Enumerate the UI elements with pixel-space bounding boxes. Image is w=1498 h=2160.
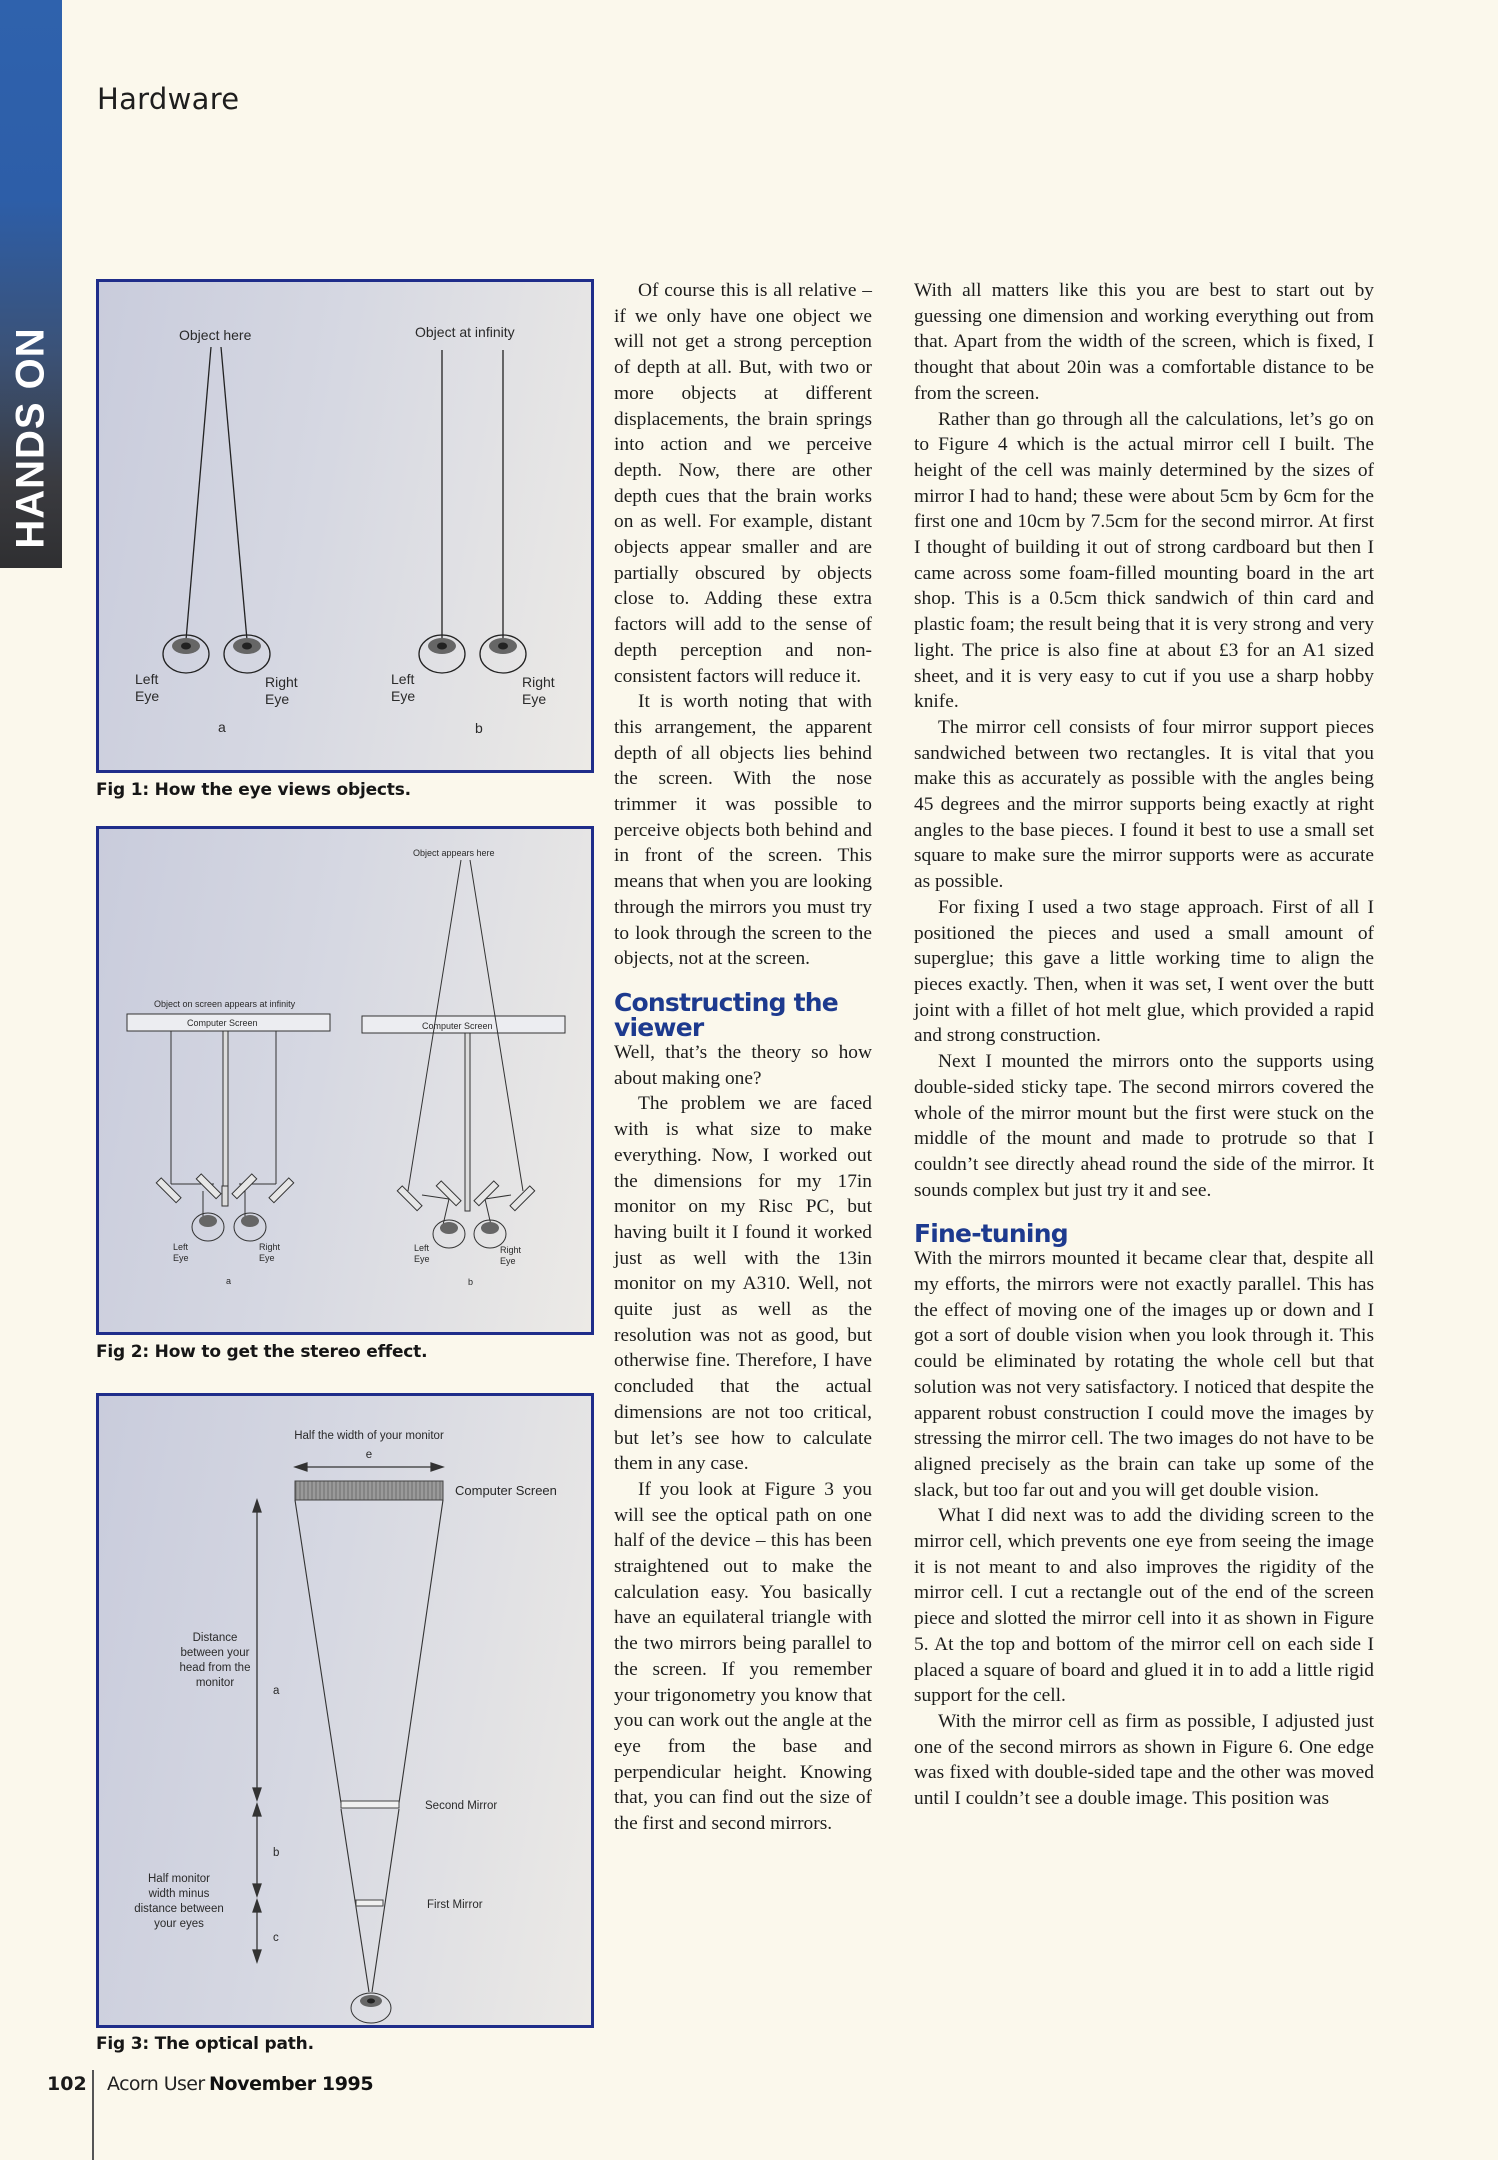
paragraph: The mirror cell consists of four mirror support pieces sandwiched between two rectangles. It is vital that you make this as accurately as possible with the angles being 45 degrees and the mirror supports being exactly at right angles to the base pieces. I found it best to use a small set square to make sure the mirror supports were as accurate as possible. xyxy=(914,716,1374,893)
fig1a-left-label: Left xyxy=(135,671,159,687)
fig1a-eye-label: Eye xyxy=(265,691,290,707)
page-footer xyxy=(0,2070,600,2160)
section-sidebar-tab xyxy=(0,0,62,568)
fig3-half-label: your eyes xyxy=(154,1918,204,1930)
fig3-a-label: a xyxy=(273,1685,280,1697)
fig1a-panel-label: a xyxy=(218,719,226,735)
fig2b-eye-label: Eye xyxy=(500,1256,516,1266)
magazine-name: Acorn User xyxy=(107,2073,205,2095)
fig2b-eye-label: Eye xyxy=(414,1254,430,1264)
eye-icon xyxy=(433,1220,506,1248)
fig3-distance-label: monitor xyxy=(195,1677,235,1689)
fig1b-eye-label: Eye xyxy=(522,691,547,707)
fig2b-panel-label: b xyxy=(468,1277,474,1287)
footer-divider xyxy=(92,2070,94,2160)
paragraph: Next I mounted the mirrors onto the supports using double-sided sticky tape. The second mirrors covered the whole of the mirror mount but the first were stuck on the middle of the mount and made to protrude so that I couldn’t see directly ahead round the side of the mirror. It sounds complex but just try it and see. xyxy=(914,1051,1374,1201)
fig3-distance-label: head from the xyxy=(179,1662,251,1674)
fig2a-right-label: Right xyxy=(259,1242,281,1252)
figure-1-diagram xyxy=(99,282,591,770)
paragraph: The problem we are faced with is what size to make everything. Now, I worked out the dimensions for my 17in monitor on my Risc PC, but having built it I found it worked just as well with the 13in monitor on my A310. Well, not quite just as well as the resolution was not as good, but otherwise fine. Therefore, I have concluded that the actual dimensions are not too critical, but let’s see how to calculate them in any case. xyxy=(614,1093,872,1475)
paragraph: Of course this is all relative – if we only have one object we will not get a strong perception of depth at all. But, with two or more objects at different displacements, the brain springs into action and we perceive depth. Now, there are other depth cues that the brain works on as well. For example, distant objects appear smaller and are partially obscured by objects close to. Adding these extra factors will add to the sense of depth perception and non-consistent factors will reduce it. xyxy=(614,280,872,687)
subheading-constructing-the-viewer: Constructing the viewer xyxy=(614,987,838,1042)
paragraph: Well, that’s the theory so how about making one? xyxy=(614,1041,872,1089)
fig1-object-infinity-label: Object at infinity xyxy=(415,324,515,340)
paragraph: Rather than go through all the calculations, let’s go on to Figure 4 which is the actual mirror cell I built. The height of the cell was mainly determined by the sizes of mirror I had to hand; these were about 5cm by 6cm for the first one and 10cm by 7.5cm for the second mirror. At first I thought of building it out of strong cardboard but then I came across some foam-filled mounting board in the art shop. This is a 0.5cm thick sandwich of thin card and plastic foam; the result being that it is very strong and very light. The price is also fine at about £3 for an A1 sized sheet, and it is very easy to cut if you use a sharp hobby knife. xyxy=(914,408,1374,713)
figure-1 xyxy=(96,279,594,773)
article-column-middle xyxy=(614,278,872,1837)
paragraph: For fixing I used a two stage approach. First of all I positioned the pieces and used a small amount of superglue; this gave a little working time to align the pieces exactly. Then, when it was set, I went over the butt joint with a fillet of hot melt glue, which provided a rapid and strong construction. xyxy=(914,896,1374,1047)
paragraph: With the mirrors mounted it became clear that, despite all my efforts, the mirrors were not exactly parallel. This has the effect of moving one of the images up or down and I got a sort of double vision when you look through it. This could be eliminated by rotating the whole cell but that solution was not very satisfactory. I noticed that despite the apparent robust construction I could move the images by stressing the mirror cell. The two images do not have to be aligned precisely as the brain can take up some of the slack, but too far out and you will get double vision. xyxy=(914,1248,1374,1501)
fig2a-note: Object on screen appears at infinity xyxy=(154,999,296,1009)
fig2b-right-label: Right xyxy=(500,1245,522,1255)
fig3-half-label: distance between xyxy=(134,1903,224,1915)
sidebar-label-box xyxy=(0,318,62,558)
sidebar-label: HANDS ON xyxy=(8,327,53,549)
fig2a-eye-label: Eye xyxy=(173,1253,189,1263)
fig3-e-label: e xyxy=(365,1449,373,1461)
fig2a-panel-label: a xyxy=(226,1276,232,1286)
fig2a-eye-label: Eye xyxy=(259,1253,275,1263)
eye-icon xyxy=(163,635,526,673)
fig3-second-mirror-label: Second Mirror xyxy=(425,1800,498,1812)
fig1b-left-label: Left xyxy=(391,671,415,687)
fig1b-right-label: Right xyxy=(522,674,555,690)
fig2b-note: Object appears here xyxy=(413,848,495,858)
fig2a-screen-label: Computer Screen xyxy=(187,1018,258,1028)
fig1a-right-label: Right xyxy=(265,674,298,690)
subheading-fine-tuning: Fine-tuning xyxy=(914,1219,1068,1249)
figure-2 xyxy=(96,826,594,1335)
paragraph: It is worth noting that with this arrangement, the apparent depth of all objects lies behind the screen. With the nose trimmer it was possible to perceive objects both behind and in front of the screen. This means that when you are looking through the mirrors you must try to look through the screen to the objects, not at the screen. xyxy=(614,691,872,970)
paragraph: With all matters like this you are best to start out by guessing one dimension and working everything out from that. Apart from the width of the screen, which is fixed, I thought that about 20in was a comfortable distance to be from the screen. xyxy=(914,280,1374,404)
figure-3 xyxy=(96,1393,594,2028)
figure-1-caption: Fig 1: How the eye views objects. xyxy=(96,780,411,800)
paragraph: If you look at Figure 3 you will see the optical path on one half of the device – this has been straightened out to make the calculation easy. You basically have an equilateral triangle with the two mirrors being parallel to the screen. If you remember your trigonometry you know that you can work out the angle at the eye from the base and perpendicular height. Knowing that, you can find out the size of the first and second mirrors. xyxy=(614,1478,872,1835)
fig3-half-label: Half monitor xyxy=(148,1873,210,1885)
page-number: 102 xyxy=(47,2073,87,2095)
fig2b-screen-label: Computer Screen xyxy=(422,1021,493,1031)
fig1a-eye-label: Eye xyxy=(135,688,160,704)
fig2b-left-label: Left xyxy=(414,1243,430,1253)
paragraph: With the mirror cell as firm as possible, I adjusted just one of the second mirrors as shown in Figure 6. One edge was fixed with double-sided tape and the other was moved until I couldn’t see a double image. This position was xyxy=(914,1710,1374,1810)
figure-3-diagram xyxy=(99,1396,591,2025)
fig3-screen-label: Computer Screen xyxy=(455,1483,557,1498)
dimension-arrows xyxy=(253,1500,261,1962)
fig3-half-label: width minus xyxy=(148,1888,210,1900)
fig1b-panel-label: b xyxy=(475,720,483,736)
paragraph: What I did next was to add the dividing screen to the mirror cell, which prevents one eye from seeing the image it is not meant to and also improves the rigidity of the mirror cell. I cut a rectangle out of the end of the screen piece and slotted the mirror cell into it as shown in Figure 5. At the top and bottom of the mirror cell on each side I placed a square of board and glued it in to add a little rigid support for the cell. xyxy=(914,1505,1374,1707)
fig3-width-label: Half the width of your monitor xyxy=(294,1430,444,1442)
fig1b-eye-label: Eye xyxy=(391,688,416,704)
eye-icon xyxy=(351,1993,391,2023)
fig3-first-mirror-label: First Mirror xyxy=(427,1899,483,1911)
figure-2-diagram xyxy=(99,829,591,1332)
section-title: Hardware xyxy=(97,82,240,116)
issue-date: November 1995 xyxy=(209,2073,374,2095)
figure-3-caption: Fig 3: The optical path. xyxy=(96,2034,314,2054)
eye-icon xyxy=(192,1213,266,1241)
fig3-b-label: b xyxy=(273,1847,280,1859)
article-column-right xyxy=(914,278,1374,1812)
fig3-distance-label: Distance xyxy=(192,1632,238,1644)
fig3-c-label: c xyxy=(273,1932,279,1944)
fig3-distance-label: between your xyxy=(180,1647,250,1659)
figure-2-caption: Fig 2: How to get the stereo effect. xyxy=(96,1342,428,1362)
fig1-object-here-label: Object here xyxy=(179,327,252,343)
fig2a-left-label: Left xyxy=(173,1242,189,1252)
